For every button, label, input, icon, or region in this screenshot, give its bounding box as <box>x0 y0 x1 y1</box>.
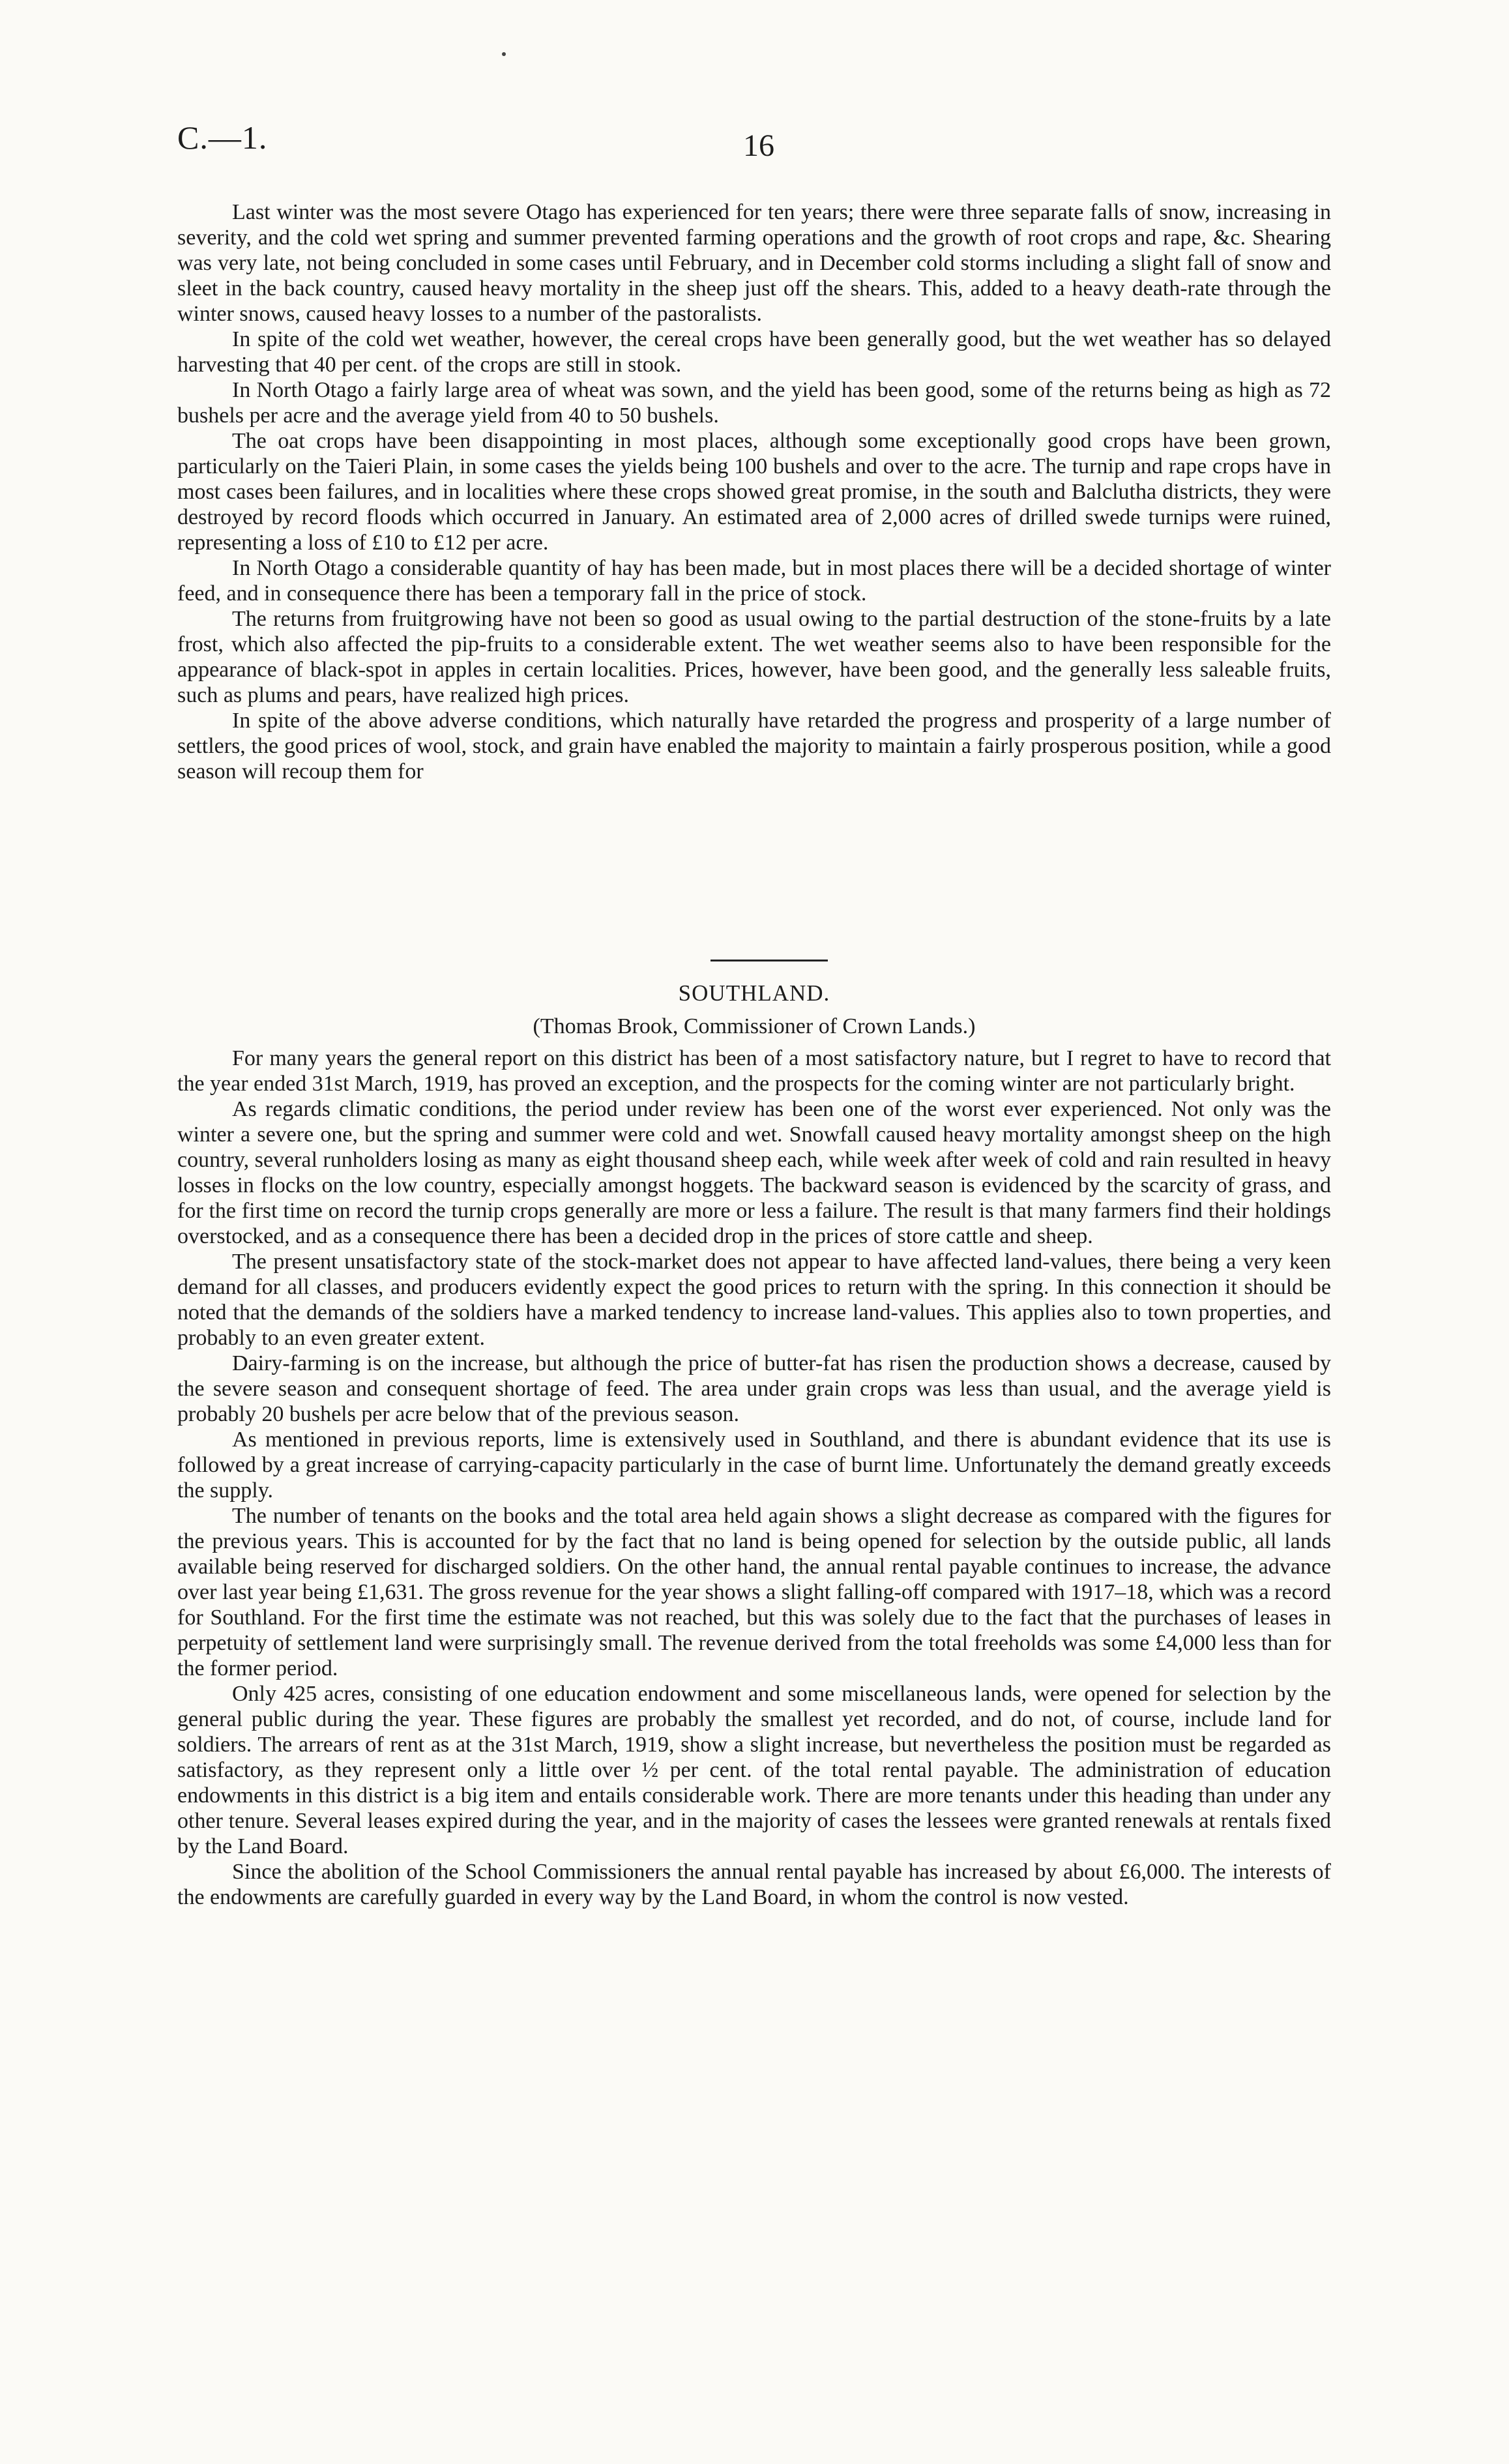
paragraph: For many years the general report on this district has been of a most satisfactory nature, but I regret to have to record that the year ended 31st March, 1919, has proved an exception, and the prospects for the coming winter are not particularly bright. <box>177 1046 1331 1096</box>
paragraph: The returns from fruitgrowing have not been so good as usual owing to the partial destruction of the stone-fruits by a late frost, which also affected the pip-fruits to a considerable extent. The wet weather seems also to have been responsible for the appearance of black-spot in apples in certain localities. Prices, however, have been good, and the generally less saleable fruits, such as plums and pears, have realized high prices. <box>177 607 1331 707</box>
paragraph: Dairy-farming is on the increase, but although the price of butter-fat has risen the production shows a decrease, caused by the severe season and consequent shortage of feed. The area under grain crops was less than usual, and the average yield is probably 20 bushels per acre below that of the previous season. <box>177 1351 1331 1426</box>
paragraph: In spite of the above adverse conditions, which naturally have retarded the progress and prosperity of a large number of settlers, the good prices of wool, stock, and grain have enabled the majority to maintain a fairly prosperous position, while a good season will recoup them for <box>177 709 1331 784</box>
section-divider <box>711 960 828 961</box>
paragraph: Since the abolition of the School Commissioners the annual rental payable has increased by about £6,000. The interests of the endowments are carefully guarded in every way by the Land Board, in whom the control is now vested. <box>177 1860 1331 1909</box>
paragraph: The number of tenants on the books and the total area held again shows a slight decrease as compared with the figures for the previous years. This is accounted for by the fact that no land is being opened for selection by the outside public, all lands available being reserved for discharged soldiers. On the other hand, the annual rental payable continues to increase, the advance over last year being £1,631. The gross revenue for the year shows a slight falling-off compared with 1917–18, which was a record for Southland. For the first time the estimate was not reached, but this was solely due to the fact that the purchases of leases in perpetuity of settlement land were surprisingly small. The revenue derived from the total freeholds was some £4,000 less than for the former period. <box>177 1504 1331 1680</box>
ink-speck <box>502 52 506 56</box>
paragraph: In North Otago a fairly large area of wheat was sown, and the yield has been good, some of the returns being as high as 72 bushels per acre and the average yield from 40 to 50 bushels. <box>177 378 1331 428</box>
paragraph: Only 425 acres, consisting of one education endowment and some miscellaneous lands, were opened for selection by the general public during the year. These figures are probably the smallest yet recorded, and do not, of course, include land for soldiers. The arrears of rent as at the 31st March, 1919, show a slight increase, but nevertheless the position must be regarded as satisfactory, as they represent only a little over ½ per cent. of the total rental payable. The administration of education endowments in this district is a big item and entails considerable work. There are more tenants under this heading than under any other tenure. Several leases expired during the year, and in the majority of cases the lessees were granted renewals at rentals fixed by the Land Board. <box>177 1682 1331 1858</box>
page-number: 16 <box>743 128 774 163</box>
paragraph: As mentioned in previous reports, lime is extensively used in Southland, and there is abundant evidence that its use is followed by a great increase of carrying-capacity particularly in the case of burnt lime. Unfortunately the demand greatly exceeds the supply. <box>177 1428 1331 1503</box>
paragraph: In spite of the cold wet weather, however, the cereal crops have been generally good, but the wet weather has so delayed harvesting that 40 per cent. of the crops are still in stook. <box>177 327 1331 377</box>
southland-report <box>177 1046 1331 1910</box>
paragraph: The oat crops have been disappointing in most places, although some exceptionally good crops have been grown, particularly on the Taieri Plain, in some cases the yields being 100 bushels and over to the acre. The turnip and rape crops have in most cases been failures, and in localities where these crops showed great promise, in the south and Balclutha districts, they were destroyed by record floods which occurred in January. An estimated area of 2,000 acres of drilled swede turnips were ruined, representing a loss of £10 to £12 per acre. <box>177 429 1331 555</box>
paragraph: As regards climatic conditions, the period under review has been one of the worst ever experienced. Not only was the winter a severe one, but the spring and summer were cold and wet. Snowfall caused heavy mortality amongst sheep on the high country, several runholders losing as many as eight thousand sheep each, while week after week of cold and rain resulted in heavy losses in flocks on the low country, especially amongst hoggets. The backward season is evidenced by the scarcity of grass, and for the first time on record the turnip crops generally are more or less a failure. The result is that many farmers find their holdings overstocked, and as a consequence there has been a decided drop in the prices of store cattle and sheep. <box>177 1097 1331 1248</box>
paragraph: In North Otago a considerable quantity of hay has been made, but in most places there will be a decided shortage of winter feed, and in consequence there has been a temporary fall in the price of stock. <box>177 556 1331 606</box>
paragraph: Last winter was the most severe Otago has experienced for ten years; there were three separate falls of snow, increasing in severity, and the cold wet spring and summer prevented farming operations and the growth of root crops and rape, &c. Shearing was very late, not being concluded in some cases until February, and in December cold storms including a slight fall of snow and sleet in the back country, caused heavy mortality in the sheep just off the shears. This, added to a heavy death-rate through the winter snows, caused heavy losses to a number of the pastoralists. <box>177 200 1331 326</box>
section-heading: SOUTHLAND. <box>678 980 830 1006</box>
section-byline: (Thomas Brook, Commissioner of Crown Lands.) <box>533 1014 976 1038</box>
paragraph: The present unsatisfactory state of the stock-market does not appear to have affected land-values, there being a very keen demand for all classes, and producers evidently expect the good prices to return with the spring. In this connection it should be noted that the demands of the soldiers have a marked tendency to increase land-values. This applies also to town properties, and probably to an even greater extent. <box>177 1250 1331 1350</box>
otago-report <box>177 199 1331 784</box>
document-reference: C.—1. <box>177 119 268 156</box>
